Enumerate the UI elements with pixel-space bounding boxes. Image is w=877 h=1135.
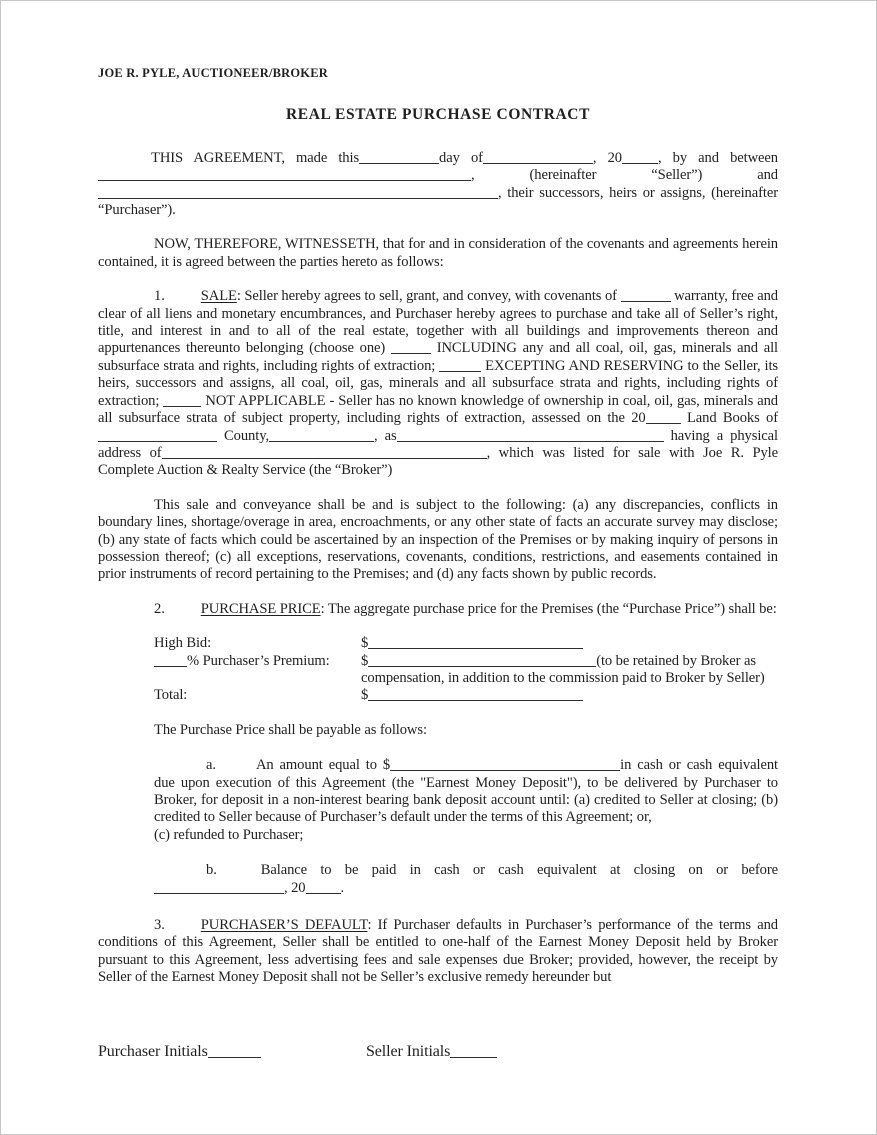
fill-in-blank[interactable] bbox=[483, 151, 593, 164]
broker-header: JOE R. PYLE, AUCTIONEER/BROKER bbox=[98, 66, 328, 80]
purchaser-initials bbox=[98, 1043, 366, 1060]
fill-in-blank[interactable] bbox=[98, 168, 471, 181]
fill-in-blank[interactable] bbox=[368, 654, 596, 667]
fill-in-blank[interactable] bbox=[162, 446, 487, 459]
paragraph-payable-intro bbox=[98, 722, 778, 739]
text-run: Purchaser Initials bbox=[98, 1043, 208, 1060]
price-value-high-bid bbox=[361, 635, 778, 652]
fill-in-blank[interactable] bbox=[163, 394, 201, 407]
text-run: % Purchaser’s Premium: bbox=[187, 652, 330, 669]
fill-in-blank[interactable] bbox=[208, 1045, 261, 1058]
fill-in-blank[interactable] bbox=[391, 341, 431, 354]
text-run: Total: bbox=[154, 687, 188, 704]
text-run: This sale and conveyance shall be and is subject to the following: (a) any discrepancies, conflicts in boundary lines, shortage/overage in area, encroachments, or any other state of facts an accurate survey may disclose; (b) any state of facts which could be ascertained by an inspection of the Premises or by making inquiry of persons in possession thereof; (c) all exceptions, reservations, covenants, conditions, restrictions, and easements contained in prior instruments of record pertaining to the Premises; and (d) any facts shown by public records. bbox=[98, 496, 778, 583]
price-row-purchasers-premium bbox=[98, 653, 778, 688]
fill-in-blank[interactable] bbox=[359, 151, 439, 164]
text-run: : If Purchaser defaults in Purchaser’s performance of the terms and conditions of this Agreement, Seller shall be entitled to one-half of the Earnest Money Deposit held by Broker pursuant to this Agreement, less advertising fees and sale expenses due Broker; provided, however, the receipt by Seller of the Earnest Money Deposit shall not be Seller’s exclusive remedy hereunder but bbox=[98, 917, 778, 986]
text-run: An amount equal to $ bbox=[255, 757, 391, 774]
text-run: The Purchase Price shall be payable as follows: bbox=[154, 721, 427, 738]
tab-space bbox=[217, 873, 261, 874]
section-3-purchasers-default bbox=[98, 917, 778, 987]
text-run: , 20 bbox=[284, 879, 306, 896]
text-run: warranty, free and clear of all liens and monetary encumbrances, and Purchaser hereby agrees to purchase and take all of Seller’s right, title, and interest in and to all of the real estate, together with all buildings and improvements thereon and appurtenances thereunto belonging (choose one) bbox=[98, 288, 778, 357]
price-row-high-bid bbox=[98, 635, 778, 652]
text-run: (c) refunded to Purchaser; bbox=[154, 826, 304, 843]
text-run: in cash or cash equivalent due upon execution of this Agreement (the "Earnest Money Deposit"), to be delivered by Purchaser to Broker, for deposit in a non-interest bearing bank deposit account until: (a) credited to Seller at closing; (b) credited to Seller because of Purchaser’s default under the terms of this Agreement; or, bbox=[154, 757, 778, 826]
text-run: , 20 bbox=[592, 149, 622, 166]
text-run: EXCEPTING AND RESERVING to the Seller, its heirs, successors and assigns, all coal, oil, gas, minerals and all subsurface strata and rights, including rights of extraction; bbox=[98, 357, 778, 409]
text-run: 2. bbox=[154, 600, 165, 617]
underlined-heading: PURCHASER’S DEFAULT bbox=[200, 917, 368, 934]
price-label-total bbox=[154, 687, 361, 704]
text-run: , their successors, heirs or assigns, (hereinafter “Purchaser”). bbox=[98, 184, 778, 219]
fill-in-blank[interactable] bbox=[622, 151, 658, 164]
fill-in-blank[interactable] bbox=[646, 411, 681, 424]
price-value-purchasers-premium bbox=[361, 653, 778, 688]
text-run: : The aggregate purchase price for the Premises (the “Purchase Price”) shall be: bbox=[320, 600, 777, 617]
text-run: Land Books of bbox=[680, 410, 778, 427]
text-run: Balance to be paid in cash or cash equivalent at closing on or before bbox=[260, 862, 778, 879]
text-run: Seller Initials bbox=[366, 1043, 451, 1060]
fill-in-blank[interactable] bbox=[397, 429, 664, 442]
fill-in-blank[interactable] bbox=[154, 881, 284, 894]
section-1-sale bbox=[98, 288, 778, 479]
text-run: b. bbox=[206, 862, 217, 879]
text-run: 1. bbox=[154, 288, 165, 305]
text-run: 3. bbox=[154, 917, 165, 934]
price-label-high-bid bbox=[154, 635, 361, 652]
text-run: INCLUDING any and all coal, oil, gas, minerals and all subsurface strata and rights, including rights of extraction; bbox=[98, 340, 778, 374]
price-label-purchasers-premium bbox=[154, 653, 361, 688]
section-2-purchase-price-heading bbox=[98, 601, 778, 618]
fill-in-blank[interactable] bbox=[306, 881, 341, 894]
fill-in-blank[interactable] bbox=[98, 186, 498, 199]
paragraph-witnesseth bbox=[98, 236, 778, 271]
fill-in-blank[interactable] bbox=[154, 654, 187, 667]
text-run: $ bbox=[361, 635, 369, 652]
fill-in-blank[interactable] bbox=[368, 688, 583, 701]
text-run: (to be retained by Broker as compensation, in addition to the commission paid to Broker by Seller) bbox=[361, 652, 765, 686]
text-run: , which was listed for sale with Joe R. Pyle Complete Auction & Realty Service (the “Broker”) bbox=[98, 444, 779, 479]
fill-in-blank[interactable] bbox=[621, 289, 671, 302]
item-b-balance bbox=[154, 862, 778, 897]
fill-in-blank[interactable] bbox=[98, 429, 217, 442]
underlined-heading: SALE bbox=[200, 288, 237, 305]
price-value-total bbox=[361, 687, 778, 704]
item-a-earnest-money bbox=[154, 757, 778, 844]
document-title: REAL ESTATE PURCHASE CONTRACT bbox=[285, 106, 591, 124]
fill-in-blank[interactable] bbox=[269, 429, 374, 442]
text-run: County, bbox=[217, 427, 270, 444]
text-run: , (hereinafter “Seller”) and bbox=[471, 167, 778, 184]
tab-space bbox=[165, 299, 201, 300]
tab-space bbox=[165, 612, 201, 613]
paragraph-conveyance bbox=[98, 497, 778, 584]
text-run: , by and between bbox=[657, 149, 778, 166]
text-run: $ bbox=[361, 652, 369, 669]
seller-initials bbox=[366, 1043, 497, 1060]
fill-in-blank[interactable] bbox=[368, 636, 583, 649]
paragraph-agreement-intro bbox=[98, 150, 778, 220]
fill-in-blank[interactable] bbox=[439, 359, 481, 372]
text-run: High Bid: bbox=[154, 635, 212, 652]
text-run: NOW, THEREFORE, WITNESSETH, that for and in consideration of the covenants and agreements herein contained, it is agreed between the parties hereto as follows: bbox=[98, 236, 778, 270]
text-run: , as bbox=[374, 427, 397, 444]
text-run: a. bbox=[206, 757, 216, 774]
tab-space bbox=[216, 768, 256, 769]
text-run: NOT APPLICABLE - Seller has no known knowledge of ownership in coal, oil, gas, minerals and all subsurface strata of subject property, including rights of extraction, assessed on the 20 bbox=[98, 392, 778, 427]
text-run: . bbox=[340, 879, 345, 896]
text-run: $ bbox=[361, 687, 369, 704]
price-table bbox=[98, 635, 778, 705]
underlined-heading: PURCHASE PRICE bbox=[200, 600, 321, 617]
text-run: day of bbox=[439, 149, 483, 166]
tab-space bbox=[165, 928, 201, 929]
initials-footer bbox=[98, 1043, 778, 1060]
fill-in-blank[interactable] bbox=[450, 1045, 497, 1058]
text-run: THIS AGREEMENT, made this bbox=[151, 149, 360, 166]
text-run: having a physical address of bbox=[98, 427, 778, 461]
fill-in-blank[interactable] bbox=[390, 758, 620, 771]
price-row-total bbox=[98, 687, 778, 704]
text-run: : Seller hereby agrees to sell, grant, and convey, with covenants of bbox=[236, 288, 621, 305]
